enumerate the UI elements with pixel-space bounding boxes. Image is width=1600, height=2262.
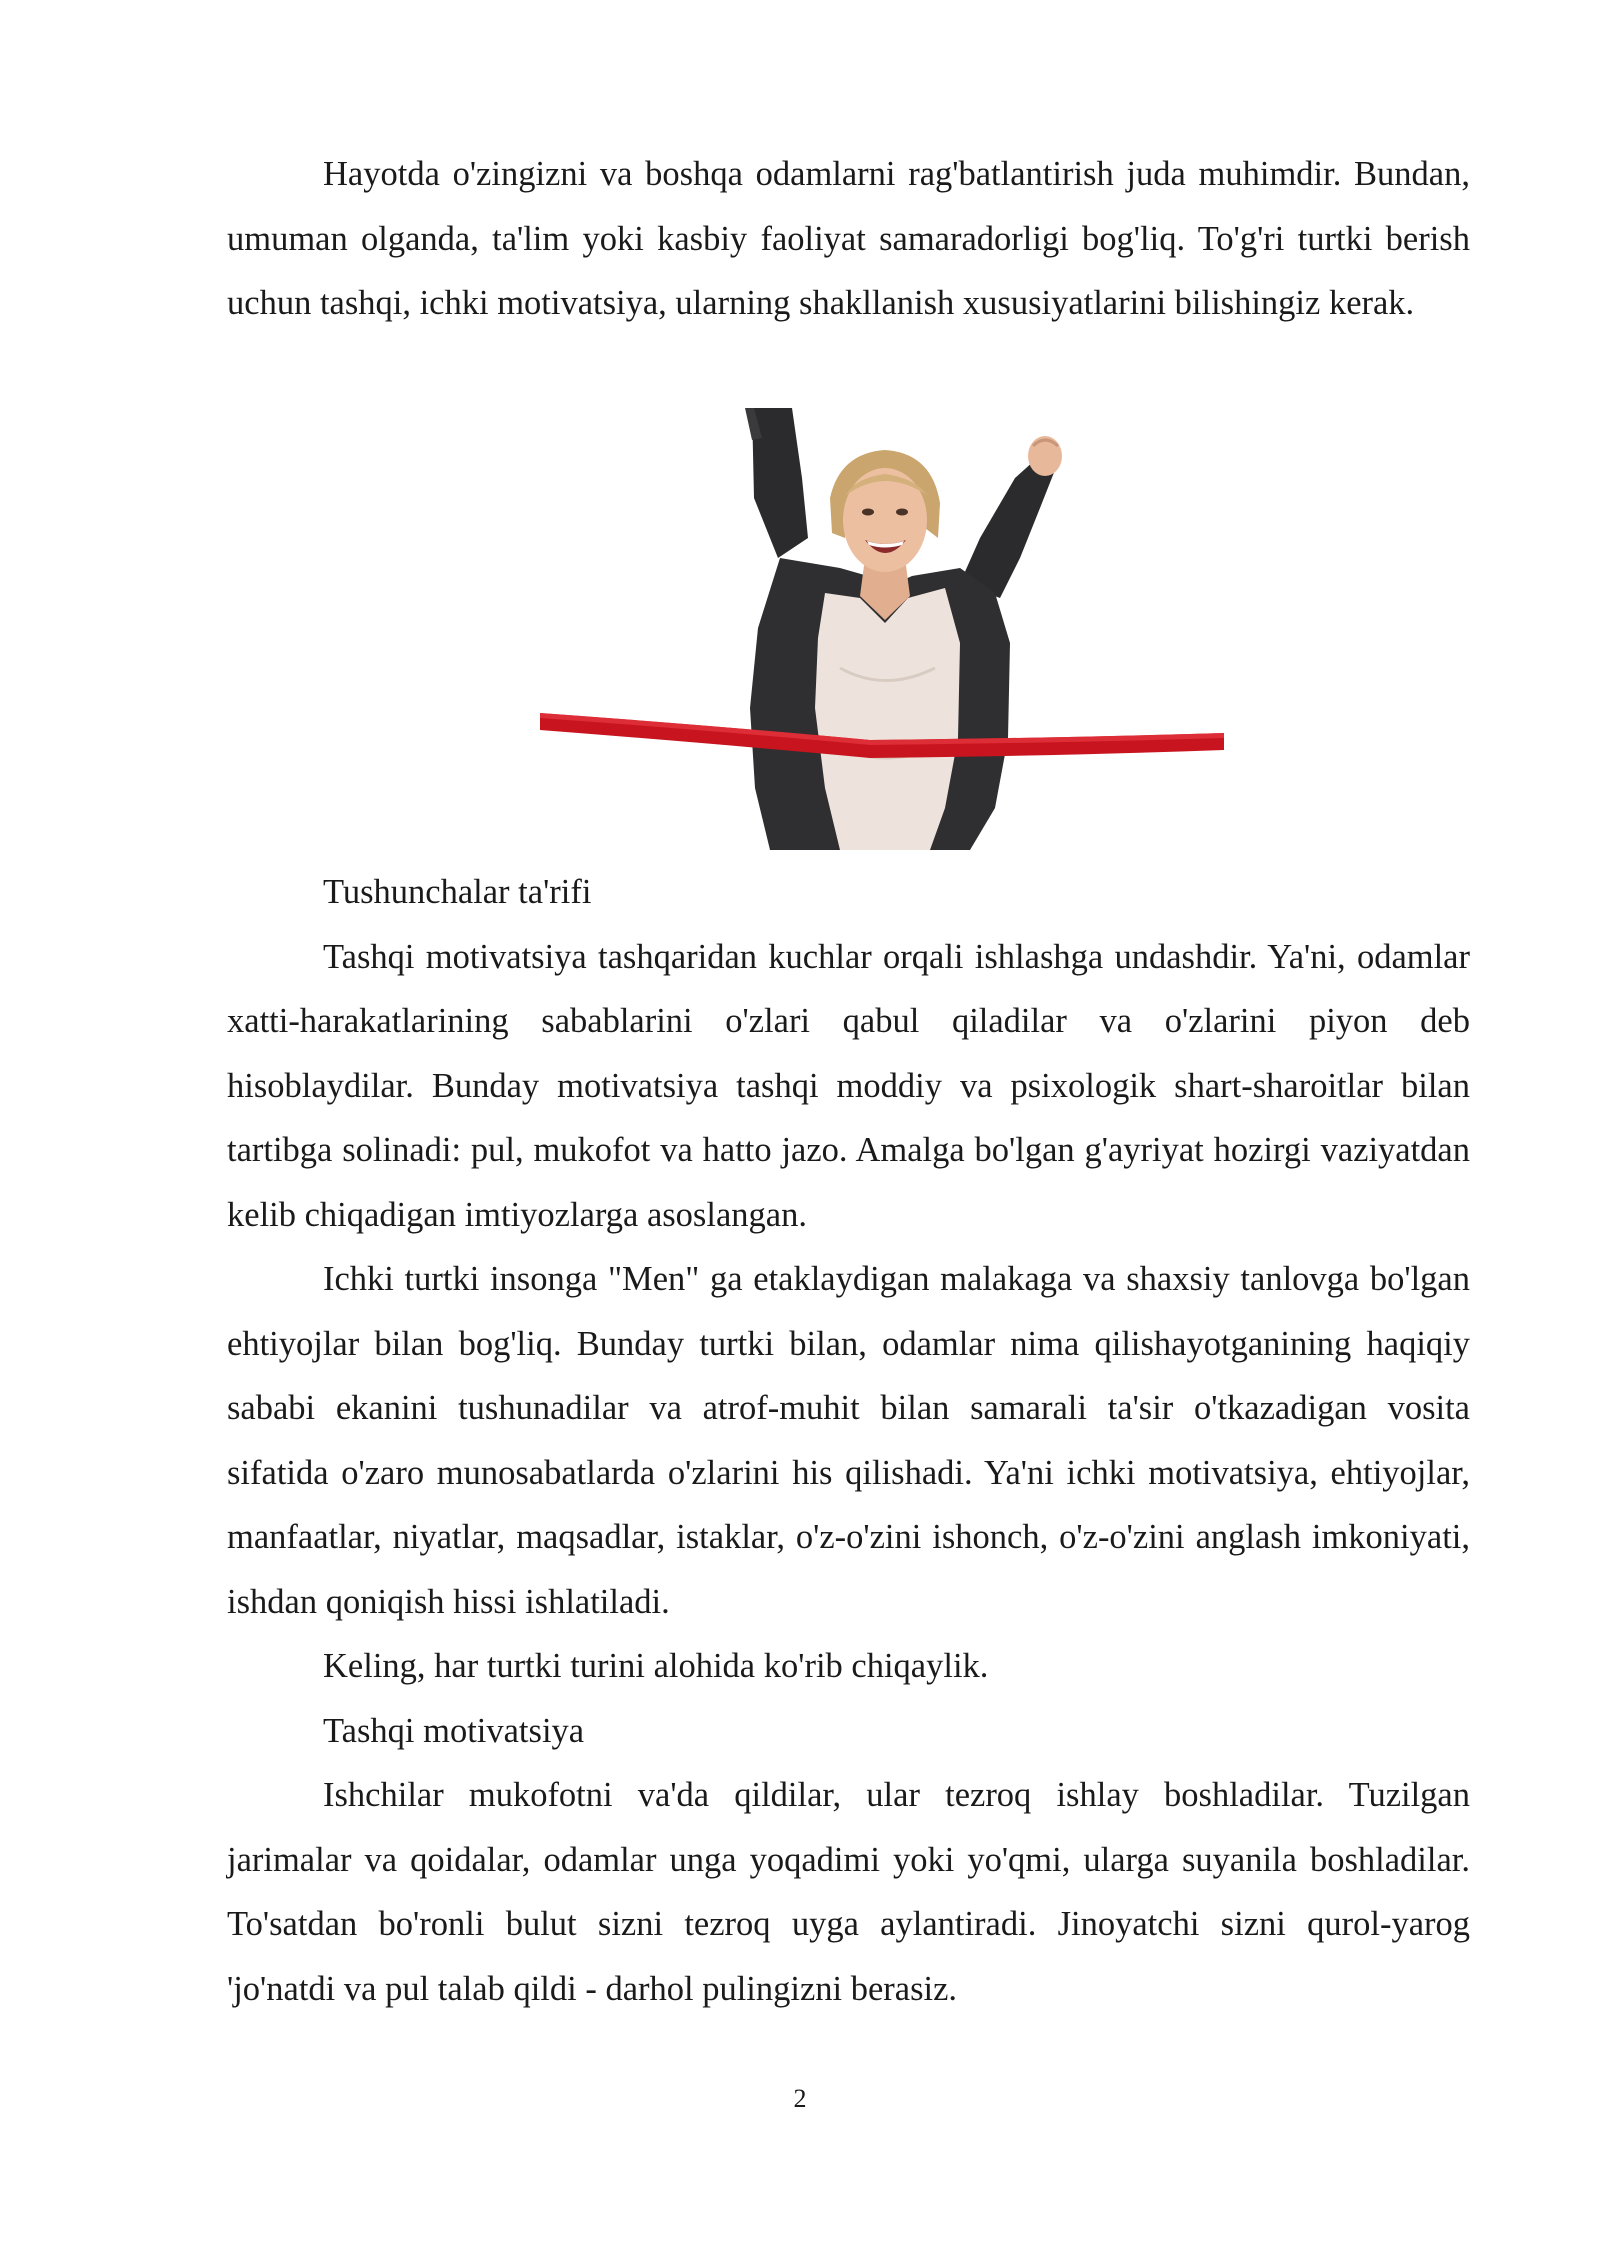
section-heading-definitions: Tushunchalar ta'rifi	[323, 873, 592, 911]
main-section	[227, 860, 1470, 2021]
paragraph-extrinsic-examples: Ishchilar mukofotni va'da qildilar, ular tezroq ishlay boshladilar. Tuzilgan jarimalar va qoidalar, odamlar unga yoqadimi yoki yo'qmi, ularga suyanila boshladilar. To'satdan bo'ronli bulut sizni tezroq uyga aylantiradi. Jinoyatchi sizni qurol-yarog 'jo'natdi va pul talab qildi - darhol pulingizni berasiz.	[227, 1776, 1470, 2008]
intro-section	[227, 142, 1470, 336]
woman-breaking-ribbon-illustration	[540, 408, 1224, 850]
paragraph-transition: Keling, har turtki turini alohida ko'rib chiqaylik.	[323, 1647, 989, 1685]
page-number: 2	[793, 2084, 807, 2113]
paragraph-extrinsic-definition: Tashqi motivatsiya tashqaridan kuchlar orqali ishlashga undashdir. Ya'ni, odamlar xatti-harakatlarining sabablarini o'zlari qabul qiladilar va o'zlarini piyon deb hisoblaydilar. Bunday motivatsiya tashqi moddiy va psixologik shart-sharoitlar bilan tartibga solinadi: pul, mukofot va hatto jazo. Amalga bo'lgan g'ayriyat hozirgi vaziyatdan kelib chiqadigan imtiyozlarga asoslangan.	[227, 937, 1470, 1234]
finish-line-celebration-image	[540, 408, 1224, 850]
paragraph-intrinsic-definition: Ichki turtki insonga "Men" ga etaklaydigan malakaga va shaxsiy tanlovga bo'lgan ehtiyojlar bilan bog'liq. Bunday turtki bilan, odamlar nima qilishayotganining haqiqiy sababi ekanini tushunadilar va atrof-muhit bilan samarali ta'sir o'tkazadigan vosita sifatida o'zaro munosabatlarda o'zlarini his qilishadi. Ya'ni ichki motivatsiya, ehtiyojlar, manfaatlar, niyatlar, maqsadlar, istaklar, o'z-o'zini ishonch, o'z-o'zini anglash imkoniyati, ishdan qoniqish hissi ishlatiladi.	[227, 1260, 1470, 1621]
section-heading-extrinsic: Tashqi motivatsiya	[323, 1711, 585, 1750]
intro-paragraph: Hayotda o'zingizni va boshqa odamlarni rag'batlantirish juda muhimdir. Bundan, umuman olganda, ta'lim yoki kasbiy faoliyat samaradorligi bog'liq. To'g'ri turtki berish uchun tashqi, ichki motivatsiya, ularning shakllanish xususiyatlarini bilishingiz kerak.	[227, 155, 1470, 322]
